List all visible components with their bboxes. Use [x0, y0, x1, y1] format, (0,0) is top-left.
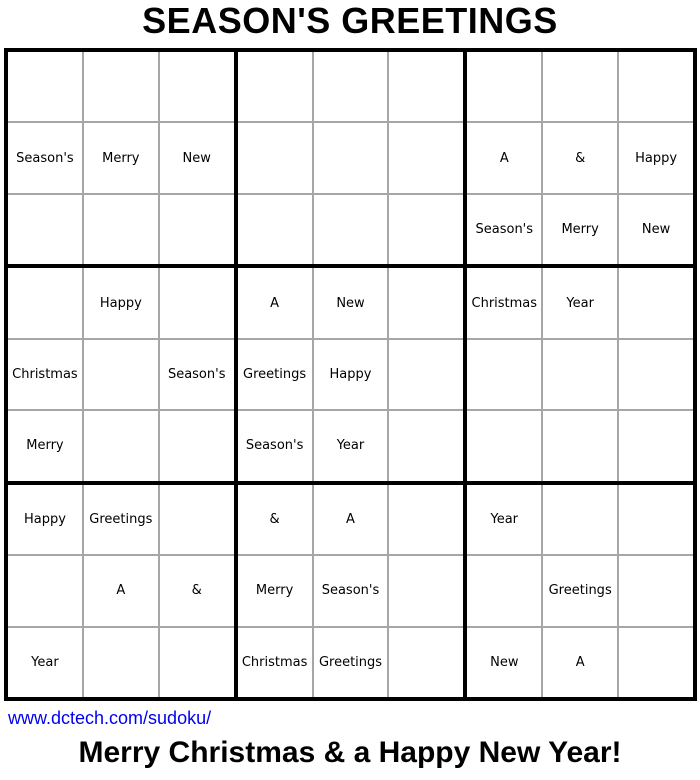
sudoku-cell-r5c4[interactable]: Greetings [238, 340, 312, 409]
sudoku-cell-r8c6[interactable] [389, 556, 463, 625]
website-link[interactable]: www.dctech.com/sudoku/ [8, 708, 212, 728]
sudoku-cell-r4c4[interactable]: A [238, 268, 312, 337]
sudoku-cell-r6c3[interactable] [160, 411, 234, 480]
sudoku-cell-r5c5[interactable]: Happy [314, 340, 388, 409]
sudoku-cell-r7c6[interactable] [389, 485, 463, 554]
sudoku-cell-r2c2[interactable]: Merry [84, 123, 158, 192]
sudoku-cell-r8c8[interactable]: Greetings [543, 556, 617, 625]
sudoku-cell-r1c8[interactable] [543, 52, 617, 121]
sudoku-cell-r4c3[interactable] [160, 268, 234, 337]
sudoku-cell-r3c1[interactable] [8, 195, 82, 264]
sudoku-cell-r6c4[interactable]: Season's [238, 411, 312, 480]
sudoku-cell-r7c1[interactable]: Happy [8, 485, 82, 554]
sudoku-cell-r9c5[interactable]: Greetings [314, 628, 388, 697]
sudoku-cell-r7c7[interactable]: Year [467, 485, 541, 554]
sudoku-cell-r8c4[interactable]: Merry [238, 556, 312, 625]
sudoku-box-3 [467, 52, 693, 264]
sudoku-cell-r4c8[interactable]: Year [543, 268, 617, 337]
sudoku-cell-r9c4[interactable]: Christmas [238, 628, 312, 697]
sudoku-cell-r7c9[interactable] [619, 485, 693, 554]
sudoku-cell-r2c1[interactable]: Season's [8, 123, 82, 192]
sudoku-cell-r9c3[interactable] [160, 628, 234, 697]
sudoku-cell-r4c9[interactable] [619, 268, 693, 337]
sudoku-cell-r9c2[interactable] [84, 628, 158, 697]
sudoku-cell-r1c7[interactable] [467, 52, 541, 121]
sudoku-box-5 [238, 268, 464, 480]
sudoku-box-7 [8, 485, 234, 697]
sudoku-cell-r3c8[interactable]: Merry [543, 195, 617, 264]
sudoku-box-8 [238, 485, 464, 697]
sudoku-cell-r1c9[interactable] [619, 52, 693, 121]
sudoku-box-6 [467, 268, 693, 480]
sudoku-cell-r7c2[interactable]: Greetings [84, 485, 158, 554]
sudoku-box-9 [467, 485, 693, 697]
puzzle-title: SEASON'S GREETINGS [142, 0, 558, 41]
sudoku-box-2 [238, 52, 464, 264]
sudoku-cell-r5c1[interactable]: Christmas [8, 340, 82, 409]
sudoku-cell-r7c5[interactable]: A [314, 485, 388, 554]
sudoku-cell-r6c8[interactable] [543, 411, 617, 480]
sudoku-cell-r3c2[interactable] [84, 195, 158, 264]
sudoku-cell-r3c5[interactable] [314, 195, 388, 264]
sudoku-cell-r7c8[interactable] [543, 485, 617, 554]
sudoku-board [4, 48, 697, 701]
sudoku-cell-r1c2[interactable] [84, 52, 158, 121]
sudoku-cell-r8c3[interactable]: & [160, 556, 234, 625]
sudoku-cell-r6c1[interactable]: Merry [8, 411, 82, 480]
sudoku-cell-r9c7[interactable]: New [467, 628, 541, 697]
sudoku-cell-r4c5[interactable]: New [314, 268, 388, 337]
sudoku-cell-r6c6[interactable] [389, 411, 463, 480]
sudoku-cell-r2c3[interactable]: New [160, 123, 234, 192]
greeting-footer: Merry Christmas & a Happy New Year! [78, 736, 622, 769]
sudoku-cell-r3c4[interactable] [238, 195, 312, 264]
sudoku-cell-r7c3[interactable] [160, 485, 234, 554]
sudoku-cell-r6c5[interactable]: Year [314, 411, 388, 480]
sudoku-cell-r5c3[interactable]: Season's [160, 340, 234, 409]
sudoku-cell-r1c6[interactable] [389, 52, 463, 121]
sudoku-cell-r1c4[interactable] [238, 52, 312, 121]
sudoku-cell-r9c8[interactable]: A [543, 628, 617, 697]
sudoku-cell-r3c7[interactable]: Season's [467, 195, 541, 264]
sudoku-cell-r1c5[interactable] [314, 52, 388, 121]
sudoku-cell-r7c4[interactable]: & [238, 485, 312, 554]
sudoku-cell-r8c1[interactable] [8, 556, 82, 625]
sudoku-cell-r2c4[interactable] [238, 123, 312, 192]
sudoku-cell-r3c9[interactable]: New [619, 195, 693, 264]
sudoku-cell-r8c7[interactable] [467, 556, 541, 625]
sudoku-cell-r8c5[interactable]: Season's [314, 556, 388, 625]
sudoku-cell-r5c8[interactable] [543, 340, 617, 409]
sudoku-cell-r8c9[interactable] [619, 556, 693, 625]
sudoku-cell-r4c2[interactable]: Happy [84, 268, 158, 337]
sudoku-cell-r2c6[interactable] [389, 123, 463, 192]
sudoku-cell-r5c6[interactable] [389, 340, 463, 409]
sudoku-cell-r9c6[interactable] [389, 628, 463, 697]
sudoku-cell-r1c3[interactable] [160, 52, 234, 121]
sudoku-cell-r2c5[interactable] [314, 123, 388, 192]
sudoku-cell-r5c9[interactable] [619, 340, 693, 409]
sudoku-cell-r6c9[interactable] [619, 411, 693, 480]
sudoku-cell-r9c9[interactable] [619, 628, 693, 697]
sudoku-cell-r5c7[interactable] [467, 340, 541, 409]
sudoku-cell-r2c8[interactable]: & [543, 123, 617, 192]
sudoku-box-4 [8, 268, 234, 480]
sudoku-cell-r6c2[interactable] [84, 411, 158, 480]
sudoku-cell-r9c1[interactable]: Year [8, 628, 82, 697]
sudoku-cell-r2c7[interactable]: A [467, 123, 541, 192]
sudoku-cell-r4c7[interactable]: Christmas [467, 268, 541, 337]
sudoku-cell-r2c9[interactable]: Happy [619, 123, 693, 192]
sudoku-cell-r4c1[interactable] [8, 268, 82, 337]
sudoku-cell-r4c6[interactable] [389, 268, 463, 337]
sudoku-cell-r1c1[interactable] [8, 52, 82, 121]
sudoku-cell-r6c7[interactable] [467, 411, 541, 480]
sudoku-cell-r8c2[interactable]: A [84, 556, 158, 625]
sudoku-cell-r5c2[interactable] [84, 340, 158, 409]
sudoku-cell-r3c3[interactable] [160, 195, 234, 264]
sudoku-box-1 [8, 52, 234, 264]
sudoku-cell-r3c6[interactable] [389, 195, 463, 264]
